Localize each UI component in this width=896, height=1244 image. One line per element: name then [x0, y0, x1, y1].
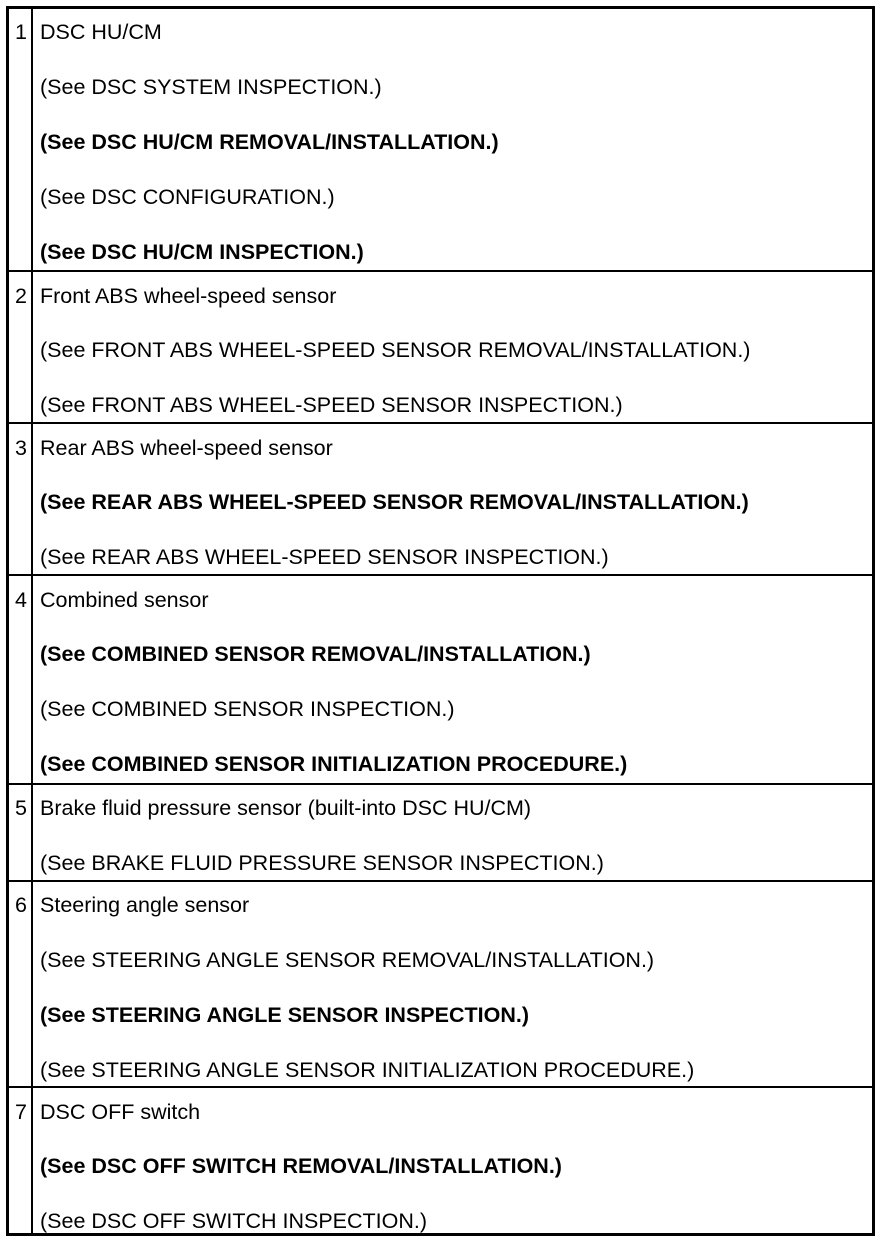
- reference-link[interactable]: (See DSC HU/CM REMOVAL/INSTALLATION.): [40, 130, 499, 154]
- row-number: 6: [15, 893, 27, 917]
- reference-link[interactable]: (See DSC CONFIGURATION.): [40, 185, 335, 209]
- row-number: 2: [15, 284, 27, 308]
- table-row: [9, 9, 872, 271]
- reference-link[interactable]: (See STEERING ANGLE SENSOR INSPECTION.): [40, 1003, 529, 1027]
- row-number-cell: [9, 9, 33, 271]
- row-title: Combined sensor: [40, 588, 209, 612]
- table-row: [9, 270, 872, 423]
- reference-link[interactable]: (See FRONT ABS WHEEL-SPEED SENSOR REMOVAL/INSTALLATION.): [40, 338, 751, 362]
- row-number-cell: [9, 882, 33, 1087]
- reference-link[interactable]: (See REAR ABS WHEEL-SPEED SENSOR REMOVAL/INSTALLATION.): [40, 490, 749, 514]
- reference-link[interactable]: (See COMBINED SENSOR INITIALIZATION PROCEDURE.): [40, 752, 628, 776]
- row-title: Steering angle sensor: [40, 893, 250, 917]
- table-row: [9, 1086, 872, 1233]
- row-number-cell: [9, 424, 33, 575]
- reference-link[interactable]: (See DSC OFF SWITCH INSPECTION.): [40, 1209, 428, 1233]
- reference-link[interactable]: (See COMBINED SENSOR INSPECTION.): [40, 697, 455, 721]
- reference-link[interactable]: (See REAR ABS WHEEL-SPEED SENSOR INSPECTION.): [40, 545, 609, 569]
- reference-link[interactable]: (See DSC HU/CM INSPECTION.): [40, 240, 364, 264]
- row-number-cell: [9, 272, 33, 423]
- row-title: Front ABS wheel-speed sensor: [40, 284, 337, 308]
- row-number: 4: [15, 588, 27, 612]
- row-title: Rear ABS wheel-speed sensor: [40, 436, 333, 460]
- table-row: [9, 574, 872, 784]
- row-number: 3: [15, 436, 27, 460]
- reference-link[interactable]: (See BRAKE FLUID PRESSURE SENSOR INSPECTION.): [40, 851, 604, 875]
- row-number-cell: [9, 576, 33, 784]
- reference-link[interactable]: (See STEERING ANGLE SENSOR INITIALIZATION PROCEDURE.): [40, 1058, 695, 1082]
- row-number: 1: [15, 20, 27, 44]
- row-title: DSC HU/CM: [40, 20, 162, 44]
- reference-link[interactable]: (See DSC OFF SWITCH REMOVAL/INSTALLATION.): [40, 1154, 562, 1178]
- reference-link[interactable]: (See STEERING ANGLE SENSOR REMOVAL/INSTALLATION.): [40, 948, 655, 972]
- row-number-cell: [9, 785, 33, 881]
- table-row: [9, 783, 872, 881]
- row-title: Brake fluid pressure sensor (built-into DSC HU/CM): [40, 796, 532, 820]
- table-row: [9, 880, 872, 1087]
- row-number: 7: [15, 1100, 27, 1124]
- reference-link[interactable]: (See DSC SYSTEM INSPECTION.): [40, 75, 382, 99]
- reference-table: [6, 6, 875, 1236]
- row-title: DSC OFF switch: [40, 1100, 201, 1124]
- reference-link[interactable]: (See FRONT ABS WHEEL-SPEED SENSOR INSPECTION.): [40, 393, 623, 417]
- reference-link[interactable]: (See COMBINED SENSOR REMOVAL/INSTALLATION.): [40, 642, 591, 666]
- table-row: [9, 422, 872, 575]
- row-number: 5: [15, 796, 27, 820]
- row-number-cell: [9, 1088, 33, 1233]
